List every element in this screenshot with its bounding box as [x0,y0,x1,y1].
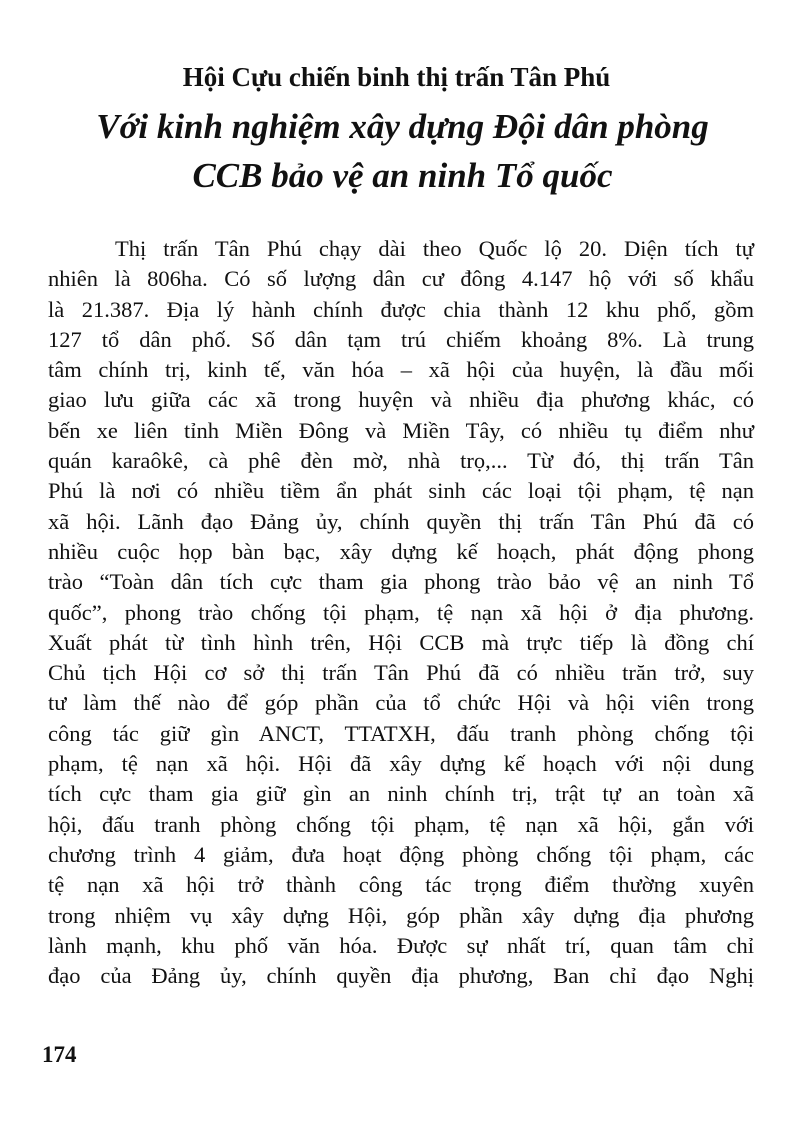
body-line: tư làm thế nào để góp phần của tổ chức Hội và hội viên trong [48,690,754,716]
body-line: quán karaôkê, cà phê đèn mờ, nhà trọ,... Từ đó, thị trấn Tân [48,448,754,474]
body-line: 127 tổ dân phố. Số dân tạm trú chiếm khoảng 8%. Là trung [48,326,754,352]
body-line: tâm chính trị, kinh tế, văn hóa – xã hội của huyện, là đầu mối [48,357,754,383]
body-line: công tác giữ gìn ANCT, TTATXH, đấu tranh phòng chống tội [48,720,754,746]
body-line: Chủ tịch Hội cơ sở thị trấn Tân Phú đã có nhiều trăn trở, suy [48,660,754,686]
body-line: giao lưu giữa các xã trong huyện và nhiều địa phương khác, có [48,387,754,413]
body-line: tích cực tham gia giữ gìn an ninh chính trị, trật tự an toàn xã [48,781,754,807]
body-line: là 21.387. Địa lý hành chính được chia thành 12 khu phố, gồm [48,296,754,322]
body-line: Phú là nơi có nhiều tiềm ẩn phát sinh các loại tội phạm, tệ nạn [48,478,754,504]
body-line: chương trình 4 giảm, đưa hoạt động phòng chống tội phạm, các [48,841,754,867]
body-line: đạo của Đảng ủy, chính quyền địa phương, Ban chỉ đạo Nghị [48,963,754,989]
article-headline-line-1: Với kinh nghiệm xây dựng Đội dân phòng [96,107,709,146]
body-line: nhiều cuộc họp bàn bạc, xây dựng kế hoạch, phát động phong [48,538,754,564]
body-line: nhiên là 806ha. Có số lượng dân cư đông 4.147 hộ với số khẩu [48,266,754,292]
body-line: quốc”, phong trào chống tội phạm, tệ nạn xã hội ở địa phương. [48,599,754,625]
body-line: trào “Toàn dân tích cực tham gia phong trào bảo vệ an ninh Tổ [48,569,754,595]
article-body [48,234,754,991]
body-line: Xuất phát từ tình hình trên, Hội CCB mà trực tiếp là đồng chí [48,629,754,655]
body-line: lành mạnh, khu phố văn hóa. Được sự nhất trí, quan tâm chỉ [48,932,754,958]
body-line: Thị trấn Tân Phú chạy dài theo Quốc lộ 20. Diện tích tự [115,236,754,261]
page-number: 174 [42,1042,77,1067]
body-line: bến xe liên tỉnh Miền Đông và Miền Tây, có nhiều tụ điểm như [48,417,754,443]
body-line: phạm, tệ nạn xã hội. Hội đã xây dựng kế hoạch với nội dung [48,751,754,777]
body-line: trong nhiệm vụ xây dựng Hội, góp phần xây dựng địa phương [48,902,754,928]
body-line: tệ nạn xã hội trở thành công tác trọng điểm thường xuyên [48,872,754,898]
article-headline-line-2: CCB bảo vệ an ninh Tổ quốc [192,156,613,195]
body-line: xã hội. Lãnh đạo Đảng ủy, chính quyền thị trấn Tân Phú đã có [48,508,754,534]
body-line: hội, đấu tranh phòng chống tội phạm, tệ nạn xã hội, gắn với [48,811,754,837]
article-kicker: Hội Cựu chiến binh thị trấn Tân Phú [182,62,611,92]
